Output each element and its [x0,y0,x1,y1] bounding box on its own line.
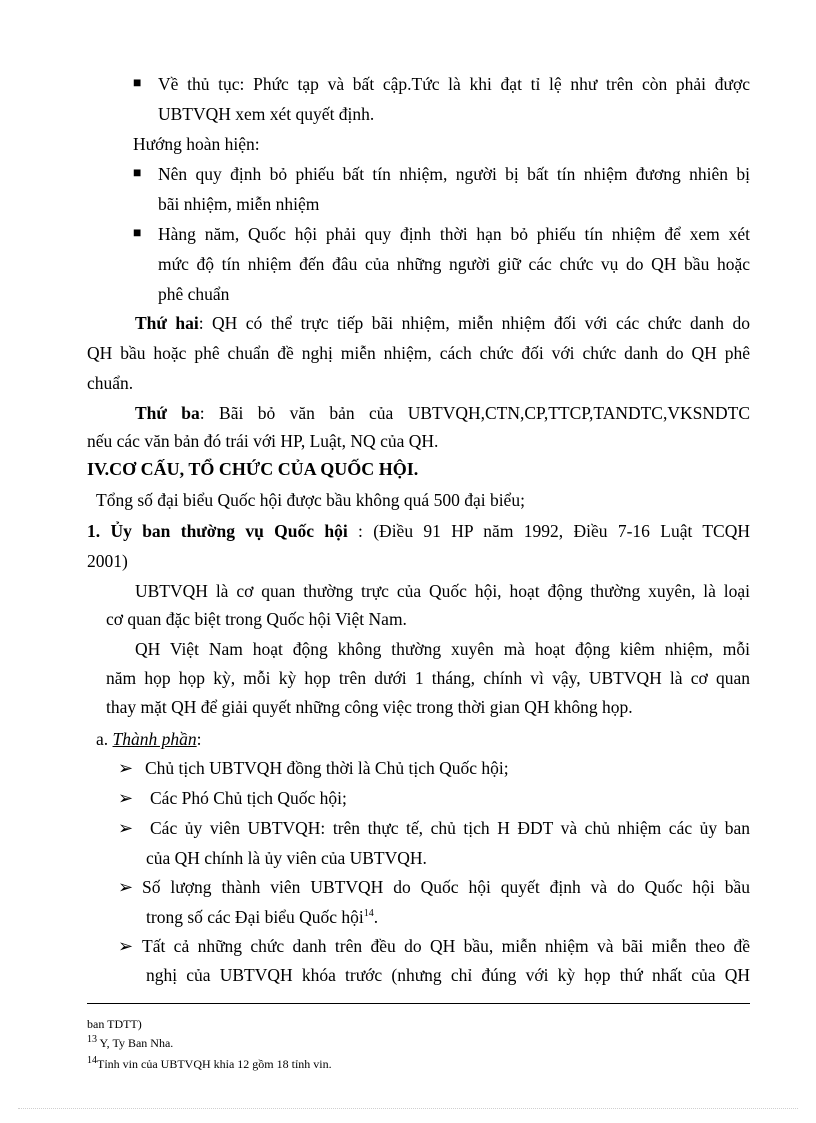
paragraph-line: cơ quan đặc biệt trong Quốc hội Việt Nam. [106,609,407,629]
paragraph-line: nghị của UBTVQH khóa trước (nhưng chỉ đúng với kỳ họp thứ nhất của QH [146,965,750,985]
paragraph-line: Hàng năm, Quốc hội phải quy định thời hạn bỏ phiếu tín nhiệm để xem xét [158,224,750,244]
footnote-number: 14 [87,1055,97,1066]
arrow-right-icon: ➢ [118,788,134,808]
thanh-phan-heading: Thành phần [112,729,197,749]
text: : QH có thể trực tiếp bãi nhiệm, miễn nhiệm đối với các chức danh do [198,313,750,333]
paragraph-line: Về thủ tục: Phức tạp và bất cập.Tức là khi đạt tỉ lệ như trên còn phải được [158,74,750,94]
section-heading: IV.CƠ CẤU, TỔ CHỨC CỦA QUỐC HỘI. [87,459,419,479]
paragraph-line: phê chuẩn [158,284,230,304]
list-prefix: a. [96,729,113,749]
text: trong số các Đại biểu Quốc hội [146,907,364,927]
paragraph-line: QH bầu hoặc phê chuẩn đề nghị miễn nhiệm, cách chức đối với chức danh do QH phê [87,343,750,363]
paragraph-line: Nên quy định bỏ phiếu bất tín nhiệm, người bị bất tín nhiệm đương nhiên bị [158,164,750,184]
paragraph-line: mức độ tín nhiệm đến đâu của những người giữ các chức vụ do QH bầu hoặc [158,254,750,274]
footnote-number: 13 [87,1034,97,1045]
paragraph-line: thay mặt QH để giải quyết những công việc trong thời gian QH không họp. [106,697,633,717]
paragraph-line: Các ủy viên UBTVQH: trên thực tế, chủ tịch H ĐDT và chủ nhiệm các ủy ban [150,818,750,838]
bullet-square-icon: ■ [133,166,142,181]
paragraph-line [87,518,750,544]
paragraph-line: Hướng hoàn hiện: [133,134,260,154]
bullet-square-icon: ■ [133,226,142,241]
arrow-right-icon: ➢ [118,818,134,838]
paragraph-line: nếu các văn bản đó trái với HP, Luật, NQ của QH. [87,431,439,451]
paragraph-line: chuẩn. [87,373,134,393]
text: : Bãi bỏ văn bản của UBTVQH,CTN,CP,TTCP,TANDTC,VKSNDTC [199,403,751,423]
label-thu-ba: Thứ ba [135,403,200,423]
text: Y, Ty Ban Nha. [97,1036,174,1050]
footnote-line: ban TDTT) [87,1017,142,1031]
arrow-right-icon: ➢ [118,877,134,897]
paragraph-line: 2001) [87,551,128,571]
subsection-heading: 1. Ủy ban thường vụ Quốc hội [87,521,348,541]
paragraph-line: Số lượng thành viên UBTVQH do Quốc hội quyết định và do Quốc hội bầu [142,877,750,897]
arrow-right-icon: ➢ [118,758,134,778]
label-thu-hai: Thứ hai [135,313,199,333]
paragraph-line: Tất cả những chức danh trên đều do QH bầu, miễn nhiệm và bãi miễn theo đề [142,936,750,956]
text: Tỉnh vin của UBTVQH khỉa 12 gồm 18 tỉnh vin. [97,1057,332,1071]
paragraph-line: Chủ tịch UBTVQH đồng thời là Chủ tịch Quốc hội; [145,758,509,778]
paragraph-line: UBTVQH xem xét quyết định. [158,104,375,124]
paragraph-line: bãi nhiệm, miễn nhiệm [158,194,320,214]
paragraph-line [135,400,750,426]
page-bottom-border [18,1108,798,1109]
text: : [196,729,202,749]
paragraph-line: QH Việt Nam hoạt động không thường xuyên mà hoạt động kiêm nhiệm, mỗi [135,639,750,659]
paragraph-line: Tổng số đại biểu Quốc hội được bầu không quá 500 đại biểu; [96,490,525,510]
footnote-line [87,1055,332,1073]
footnote-divider [87,1003,750,1004]
bullet-square-icon: ■ [133,76,142,91]
paragraph-line [96,726,202,752]
footnote-line [87,1034,173,1052]
footnote-ref[interactable]: 14 [363,908,374,920]
paragraph-line [146,904,378,930]
paragraph-line: UBTVQH là cơ quan thường trực của Quốc hội, hoạt động thường xuyên, là loại [135,581,750,601]
arrow-right-icon: ➢ [118,936,134,956]
paragraph-line [135,310,750,336]
paragraph-line: của QH chính là ủy viên của UBTVQH. [146,848,427,868]
text: . [373,907,379,927]
text: : (Điều 91 HP năm 1992, Điều 7-16 Luật TCQH [347,521,750,541]
paragraph-line: năm họp họp kỳ, mỗi kỳ họp trên dưới 1 tháng, chính vì vậy, UBTVQH là cơ quan [106,668,750,688]
paragraph-line: Các Phó Chủ tịch Quốc hội; [150,788,347,808]
